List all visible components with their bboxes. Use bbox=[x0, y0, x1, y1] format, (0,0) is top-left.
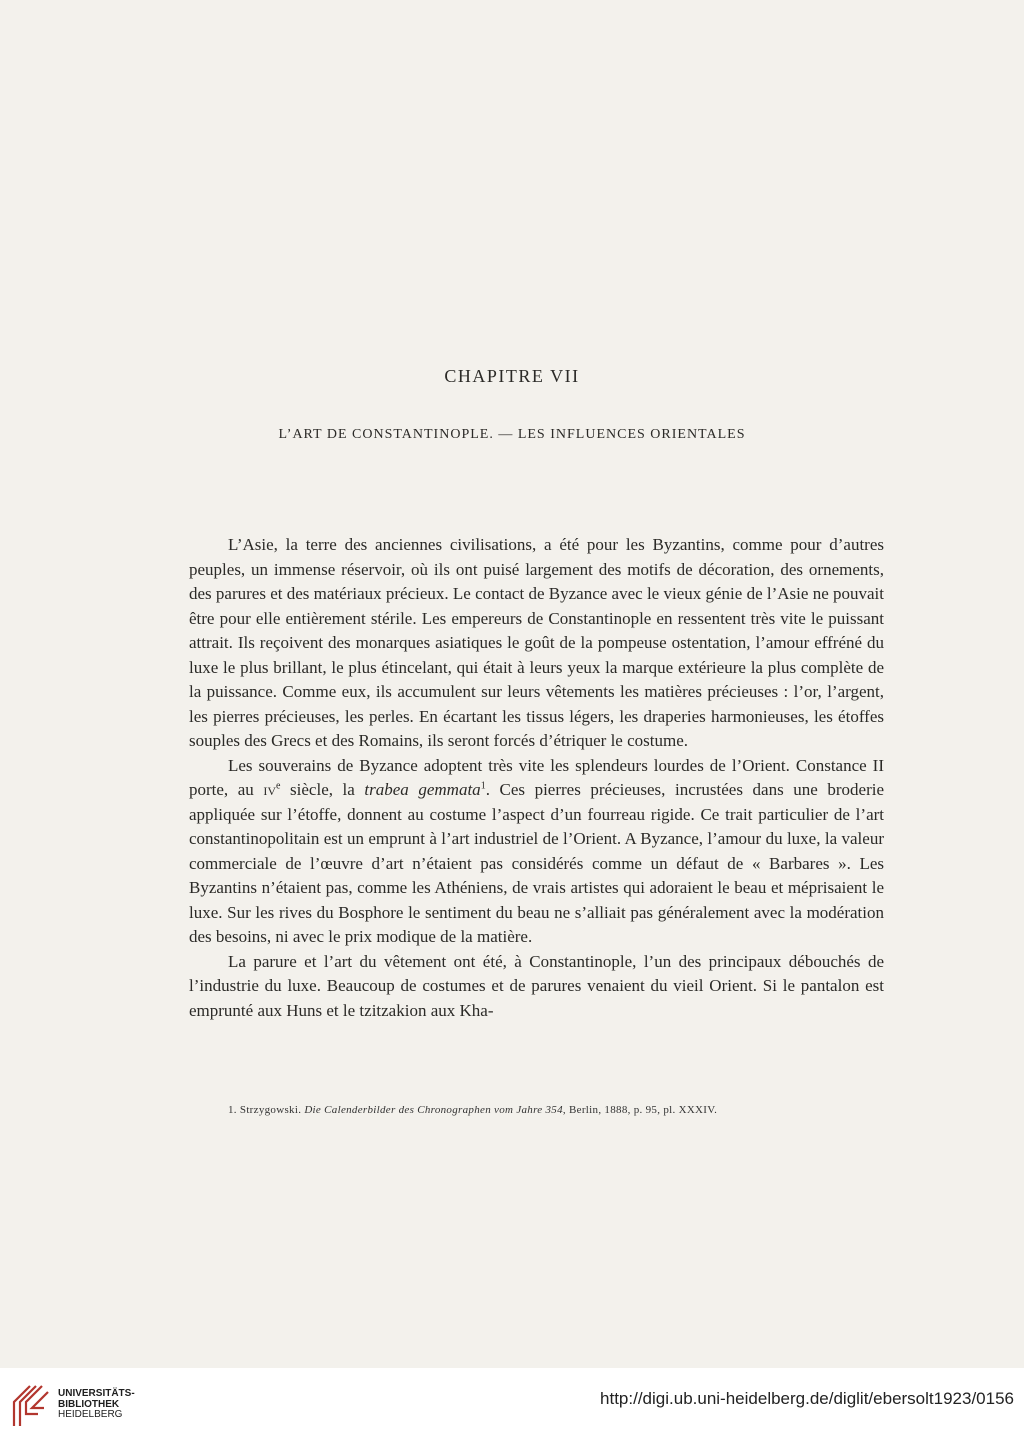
permalink-url[interactable]: http://digi.ub.uni-heidelberg.de/diglit/ebersolt1923/0156 bbox=[600, 1389, 1014, 1408]
body-text bbox=[189, 533, 884, 1023]
library-name-line-3: HEIDELBERG bbox=[58, 1409, 123, 1420]
library-name bbox=[58, 1389, 135, 1421]
footnote-details: , Berlin, 1888, p. 95, pl. XXXIV. bbox=[562, 1104, 718, 1116]
paragraph-1: L’Asie, la terre des anciennes civilisations, a été pour les Byzantins, comme pour d’autres peuples, un immense réservoir, où ils ont puisé largement des motifs de décoration, des ornements, des parures et des matériaux précieux. Le contact de Byzance avec le vieux génie de l’Asie ne pouvait être pour elle entièrement stérile. Les empereurs de Constantinople en ressentent très vite le puissant attrait. Ils reçoivent des monarques asiatiques le goût de la pompeuse ostentation, l’amour effréné du luxe le plus brillant, le plus étincelant, qui était à leurs yeux la marque extérieure la plus complète de la puissance. Comme eux, ils accumulent sur leurs vêtements les matières précieuses : l’or, l’argent, les pierres précieuses, les perles. En écartant les tissus légers, les draperies harmonieuses, les étoffes souples des Grecs et des Romains, ils seront forcés d’étriquer le costume. bbox=[189, 535, 884, 750]
paragraph-2-part-b: siècle, la bbox=[280, 780, 365, 799]
library-logo-icon bbox=[10, 1384, 50, 1428]
footnote bbox=[228, 1104, 868, 1116]
paragraph-3: La parure et l’art du vêtement ont été, à Constantinople, l’un des principaux débouchés de l’industrie du luxe. Beaucoup de costumes et de parures venaient du vieil Orient. Si le pantalon est emprunté aux Huns et le tzitzakion aux Kha- bbox=[189, 951, 884, 1020]
footnote-title: Die Calenderbilder des Chronographen vom Jahre 354 bbox=[304, 1104, 563, 1116]
century-numeral: iv bbox=[263, 780, 277, 799]
library-name-line-1: UNIVERSITÄTS- bbox=[58, 1388, 135, 1399]
paragraph-2 bbox=[189, 754, 884, 950]
century-superscript: e bbox=[276, 780, 281, 792]
trabea-gemmata-italic: trabea gemmata bbox=[364, 780, 481, 799]
library-footer bbox=[0, 1368, 1024, 1443]
footnote-author: 1. Strzygowski. bbox=[228, 1104, 305, 1116]
footnote-reference: 1 bbox=[480, 780, 486, 792]
library-name-line-2: BIBLIOTHEK bbox=[58, 1398, 120, 1410]
paragraph-2-part-c: . Ces pierres précieuses, incrustées dans une broderie appliquée sur l’étoffe, donnent au costume l’aspect d’un fourreau rigide. Ce trait particulier de l’art constantinopolitain est un emprunt à l’art industriel de l’Orient. A Byzance, l’amour du luxe, la valeur commerciale de l’œuvre d’art n’étaient pas considérés comme un défaut de « Barbares ». Les Byzantins n’étaient pas, comme les Athéniens, de vrais artistes qui adoraient le beau et méprisaient le luxe. Sur les rives du Bosphore le sentiment du beau ne s’alliait pas généralement avec la modération des besoins, ni avec le prix modique de la matière. bbox=[189, 780, 885, 946]
chapter-subtitle: L’ART DE CONSTANTINOPLE. — LES INFLUENCES ORIENTALES bbox=[278, 427, 746, 442]
chapter-heading: CHAPITRE VII bbox=[444, 366, 580, 386]
paragraph-2-part-a: Les souverains de Byzance adoptent très vite les splendeurs lourdes de l’Orient. Constance II porte, au bbox=[189, 755, 884, 799]
